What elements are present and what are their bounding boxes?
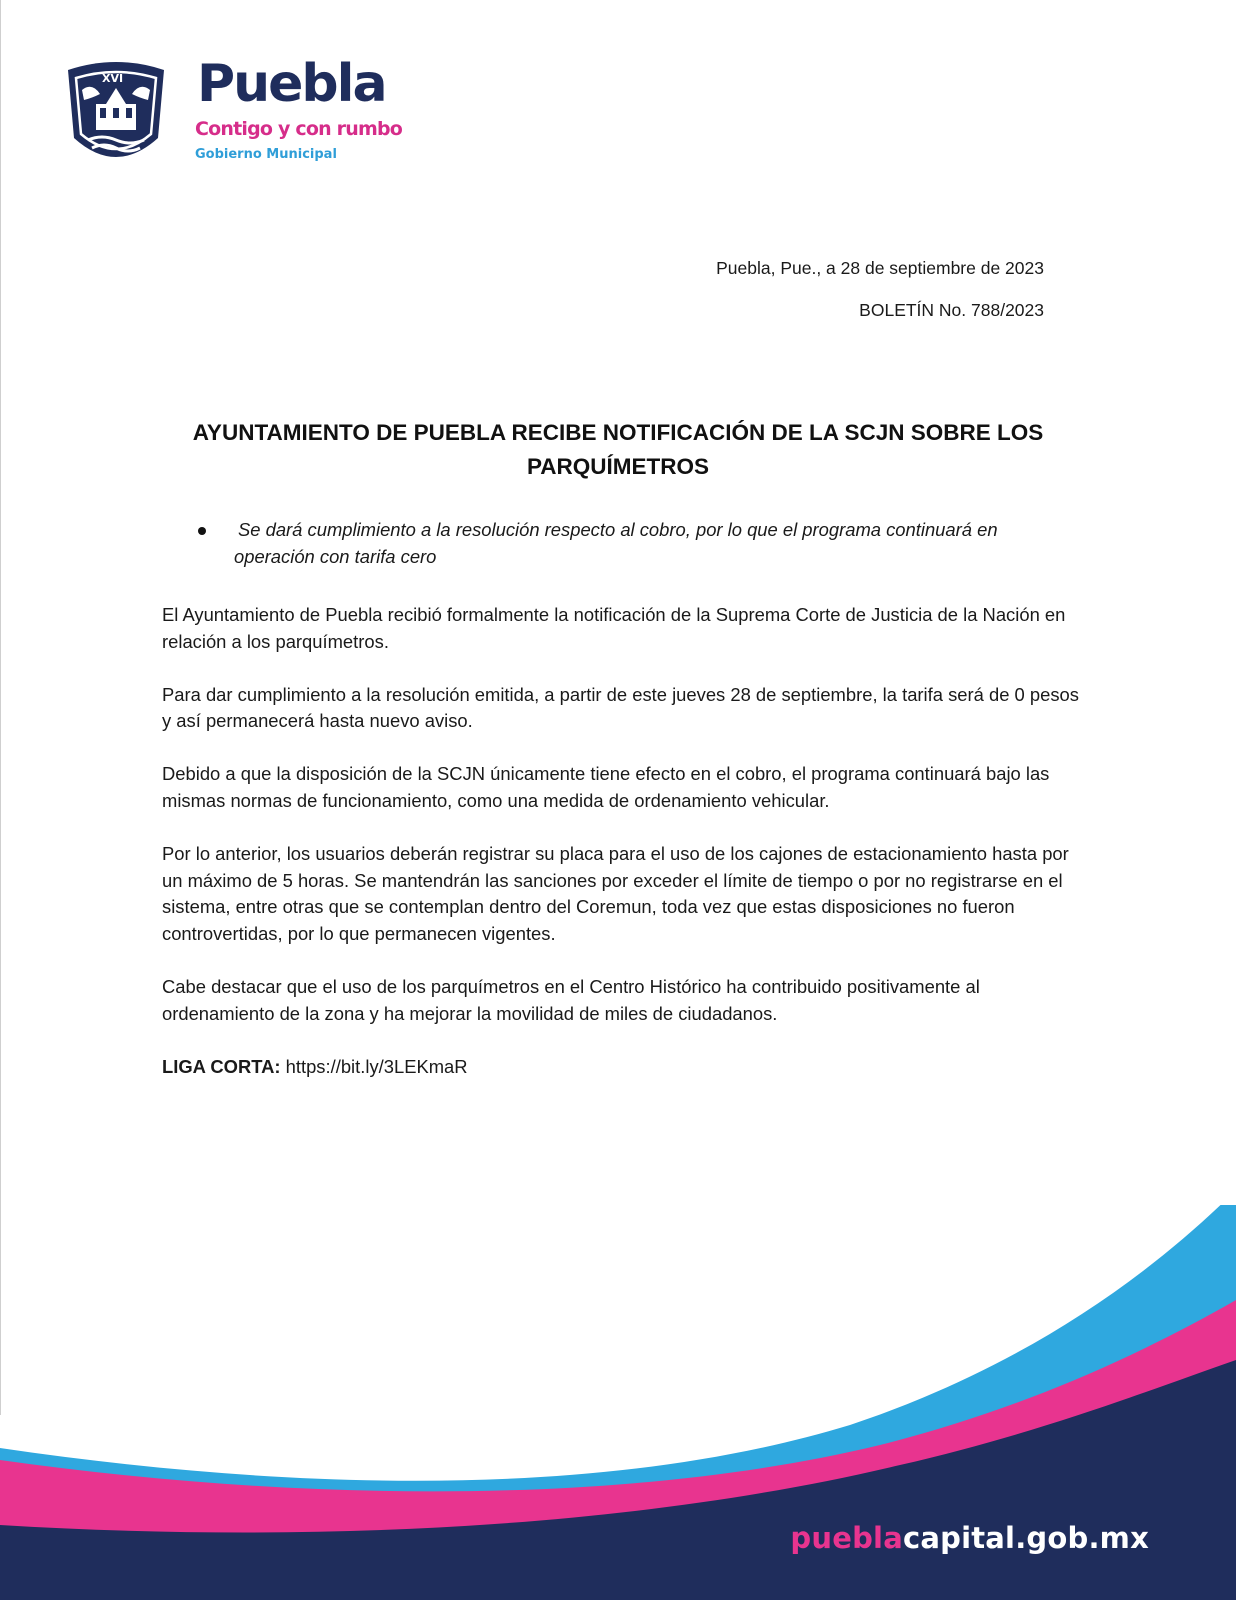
paragraph: Cabe destacar que el uso de los parquímetros en el Centro Histórico ha contribuido positivamente al ordenamiento de la zona y ha mejorar la movilidad de miles de ciudadanos. — [162, 975, 980, 1024]
brand-slogan: Contigo y con rumbo — [195, 118, 402, 140]
body-text — [162, 602, 1082, 1080]
short-link-url[interactable]: https://bit.ly/3LEKmaR — [285, 1055, 468, 1077]
bulletin-number: BOLETÍN No. 788/2023 — [859, 300, 1044, 320]
paragraph: Debido a que la disposición de la SCJN únicamente tiene efecto en el cobro, el programa continuará bajo las mismas normas de funcionamiento, como una medida de ordenamiento vehicular. — [162, 763, 1050, 811]
brand-subtitle: Gobierno Municipal — [195, 147, 337, 162]
short-link-label: LIGA CORTA: — [162, 1055, 281, 1077]
paragraph: El Ayuntamiento de Puebla recibió formalmente la notificación de la Suprema Corte de Justicia de la Nación en relación a los parquímetros. — [162, 604, 1066, 652]
svg-text:XVI: XVI — [102, 72, 124, 85]
headline: AYUNTAMIENTO DE PUEBLA RECIBE NOTIFICACIÓN DE LA SCJN SOBRE LOS PARQUÍMETROS — [192, 420, 1044, 479]
brand-name: Puebla — [197, 54, 386, 114]
puebla-logo — [62, 54, 422, 170]
footer-url-part2: capital.gob.mx — [902, 1521, 1149, 1555]
footer-website — [790, 1521, 1149, 1555]
footer-url-part1: puebla — [790, 1521, 903, 1555]
paragraph: Para dar cumplimiento a la resolución emitida, a partir de este jueves 28 de septiembre, la tarifa será de 0 pesos y así permanecerá hasta nuevo aviso. — [162, 683, 1079, 732]
page-left-edge — [0, 0, 1, 1415]
summary-bullet-text: Se dará cumplimiento a la resolución respecto al cobro, por lo que el programa continuará en operación con tarifa cero — [234, 519, 998, 567]
coat-of-arms-icon — [62, 60, 170, 168]
place-and-date: Puebla, Pue., a 28 de septiembre de 2023 — [716, 258, 1044, 278]
summary-bullet — [190, 516, 1070, 570]
paragraph: Por lo anterior, los usuarios deberán registrar su placa para el uso de los cajones de estacionamiento hasta por un máximo de 5 horas. Se mantendrán las sanciones por exceder el límite de tiempo o por no registrarse en el sistema, entre otras que se contemplan dentro del Coremun, toda vez que estas disposiciones no fueron controvertidas, por lo que permanecen vigentes. — [162, 843, 1069, 944]
bullet-icon — [198, 527, 206, 535]
short-link — [162, 1054, 1082, 1081]
